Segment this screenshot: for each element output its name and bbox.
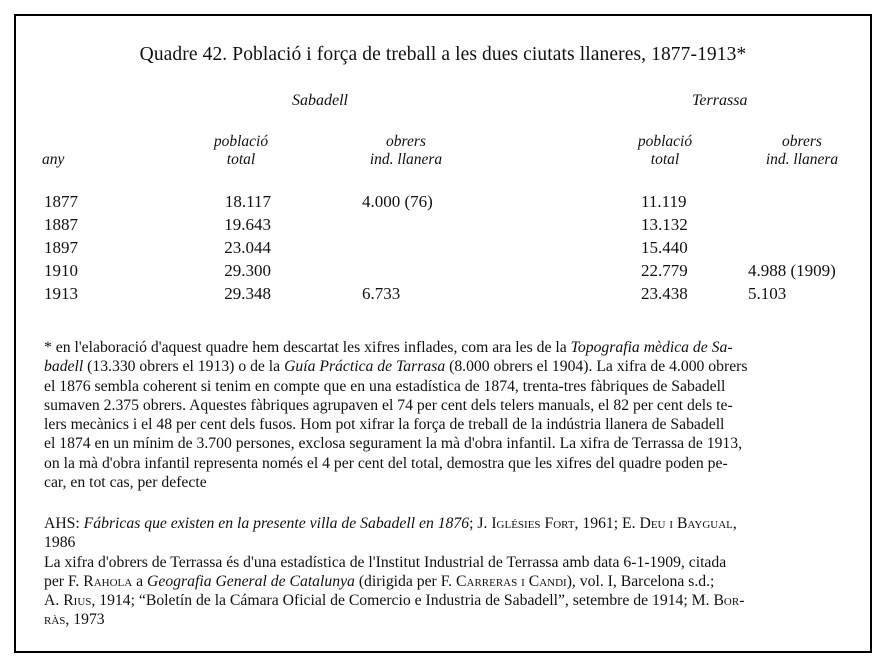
sabadell-poblacio-value: 19.643 bbox=[224, 215, 271, 234]
table-frame bbox=[14, 14, 872, 653]
terrassa-poblacio-value: 22.779 bbox=[641, 261, 688, 280]
sabadell-poblacio-header: població total bbox=[213, 133, 269, 168]
row-year: 1877 bbox=[44, 192, 78, 211]
sabadell-obrers-value: 4.000 (76) bbox=[362, 192, 433, 211]
city-sabadell: Sabadell bbox=[292, 92, 348, 109]
sabadell-obrers-value: 6.733 bbox=[362, 284, 401, 303]
terrassa-poblacio-header: població total bbox=[637, 133, 693, 168]
row-year: 1897 bbox=[44, 238, 78, 257]
terrassa-poblacio-value: 13.132 bbox=[641, 215, 688, 234]
sabadell-poblacio-value: 23.044 bbox=[224, 238, 271, 257]
terrassa-poblacio-value: 23.438 bbox=[641, 284, 688, 303]
terrassa-obrers-value: 4.988 (1909) bbox=[748, 261, 836, 280]
city-terrassa: Terrassa bbox=[692, 92, 748, 109]
terrassa-poblacio-value: 11.119 bbox=[641, 192, 687, 211]
terrassa-poblacio-value: 15.440 bbox=[641, 238, 688, 257]
row-year: 1910 bbox=[44, 261, 78, 280]
sources: AHS: Fábricas que existen en la presente villa de Sabadell en 1876; J. Iglésies Fort, 1961; E. Deu i Baygual, 1986 La xifra d'obrers de Terrassa és d'una estadística de l'Institut Industrial de Terrassa amb data 6-1-1909, citada per F. Rahola a Geografia General de Catalunya (dirigida per F. Carreras i Candi), vol. I, Barcelona s.d.; A. Rius, 1914; “Boletín de la Cámara Oficial de Comercio e Industria de Sabadell”, setembre de 1914; M. Bor- ràs, 1973 bbox=[44, 515, 745, 629]
table-title: Quadre 42. Població i força de treball a les dues ciutats llaneres, 1877-1913* bbox=[139, 44, 747, 65]
terrassa-obrers-header: obrers ind. llanera bbox=[765, 133, 839, 168]
sabadell-poblacio-value: 18.117 bbox=[224, 192, 271, 211]
row-year: 1913 bbox=[44, 284, 78, 303]
footnote: * en l'elaboració d'aquest quadre hem descartat les xifres inflades, com ara les de la Topografia mèdica de Sa- badell (13.330 obrers el 1913) o de la Guía Práctica de Tarrasa (8.000 obrers el 1904). La xifra de 4.000 obrers el 1876 sembla coherent si tenim en compte que en una estadística de 1874, trenta-tres fàbriques de Sabadell sumaven 2.375 obrers. Aquestes fàbriques agrupaven el 74 per cent dels telers manuals, el 82 per cent dels te- lers mecànics i el 48 per cent dels fusos. Hom pot xifrar la força de treball de la indústria llanera de Sabadell el 1874 en un mínim de 3.700 persones, exclosa segurament la mà d'obra infantil. La xifra de Terrassa de 1913, on la mà d'obra infantil representa només el 4 per cent del total, demostra que les xifres del quadre poden pe- car, en tot cas, per defecte bbox=[44, 339, 748, 492]
sabadell-obrers-header: obrers ind. llanera bbox=[369, 133, 443, 168]
sabadell-poblacio-value: 29.300 bbox=[224, 261, 271, 280]
any-header: any bbox=[42, 151, 65, 168]
terrassa-obrers-value: 5.103 bbox=[748, 284, 787, 303]
row-year: 1887 bbox=[44, 215, 78, 234]
sabadell-poblacio-value: 29.348 bbox=[224, 284, 271, 303]
